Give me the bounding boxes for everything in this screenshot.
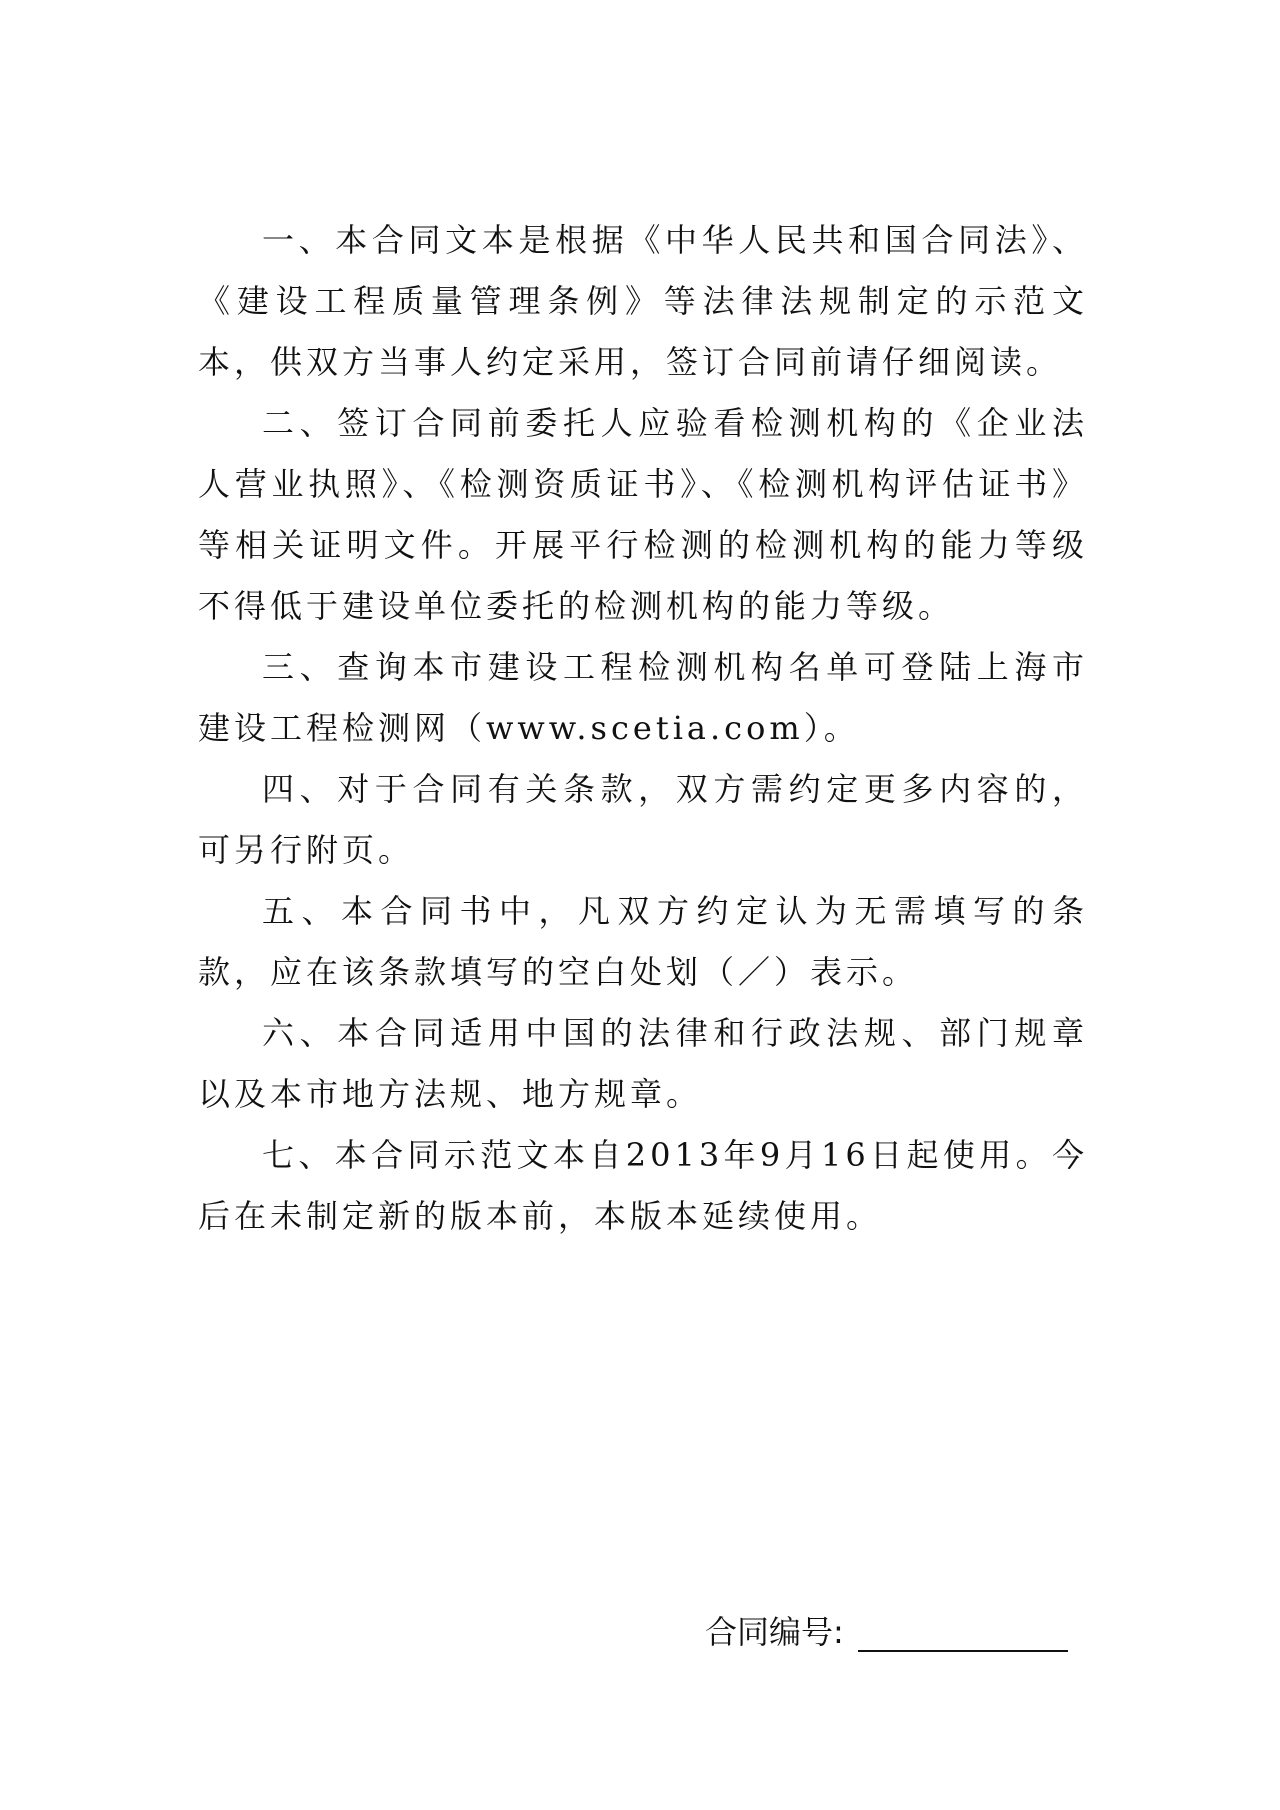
contract-number-blank-line — [858, 1620, 1068, 1652]
contract-number-field — [705, 1592, 1090, 1652]
instructions-section — [198, 210, 1088, 1247]
instruction-paragraph-2: 二、签订合同前委托人应验看检测机构的《企业法人营业执照》、《检测资质证书》、《检测机构评估证书》等相关证明文件。开展平行检测的检测机构的能力等级不得低于建设单位委托的检测机构的能力等级。 — [198, 404, 1088, 625]
instruction-paragraph-3: 三、查询本市建设工程检测机构名单可登陆上海市建设工程检测网（www.scetia.com）。 — [198, 648, 1088, 747]
instruction-paragraph-5: 五、本合同书中，凡双方约定认为无需填写的条款，应在该条款填写的空白处划（／）表示。 — [198, 892, 1088, 991]
contract-number-label: 合同编号: — [705, 1613, 844, 1651]
instruction-paragraph-1: 一、本合同文本是根据《中华人民共和国合同法》、《建设工程质量管理条例》等法律法规制定的示范文本，供双方当事人约定采用，签订合同前请仔细阅读。 — [198, 221, 1088, 381]
instruction-paragraph-4: 四、对于合同有关条款，双方需约定更多内容的，可另行附页。 — [198, 770, 1088, 869]
instruction-paragraph-6: 六、本合同适用中国的法律和行政法规、部门规章以及本市地方法规、地方规章。 — [198, 1014, 1088, 1113]
instruction-paragraph-7: 七、本合同示范文本自2013年9月16日起使用。今后在未制定新的版本前，本版本延续使用。 — [198, 1136, 1088, 1235]
